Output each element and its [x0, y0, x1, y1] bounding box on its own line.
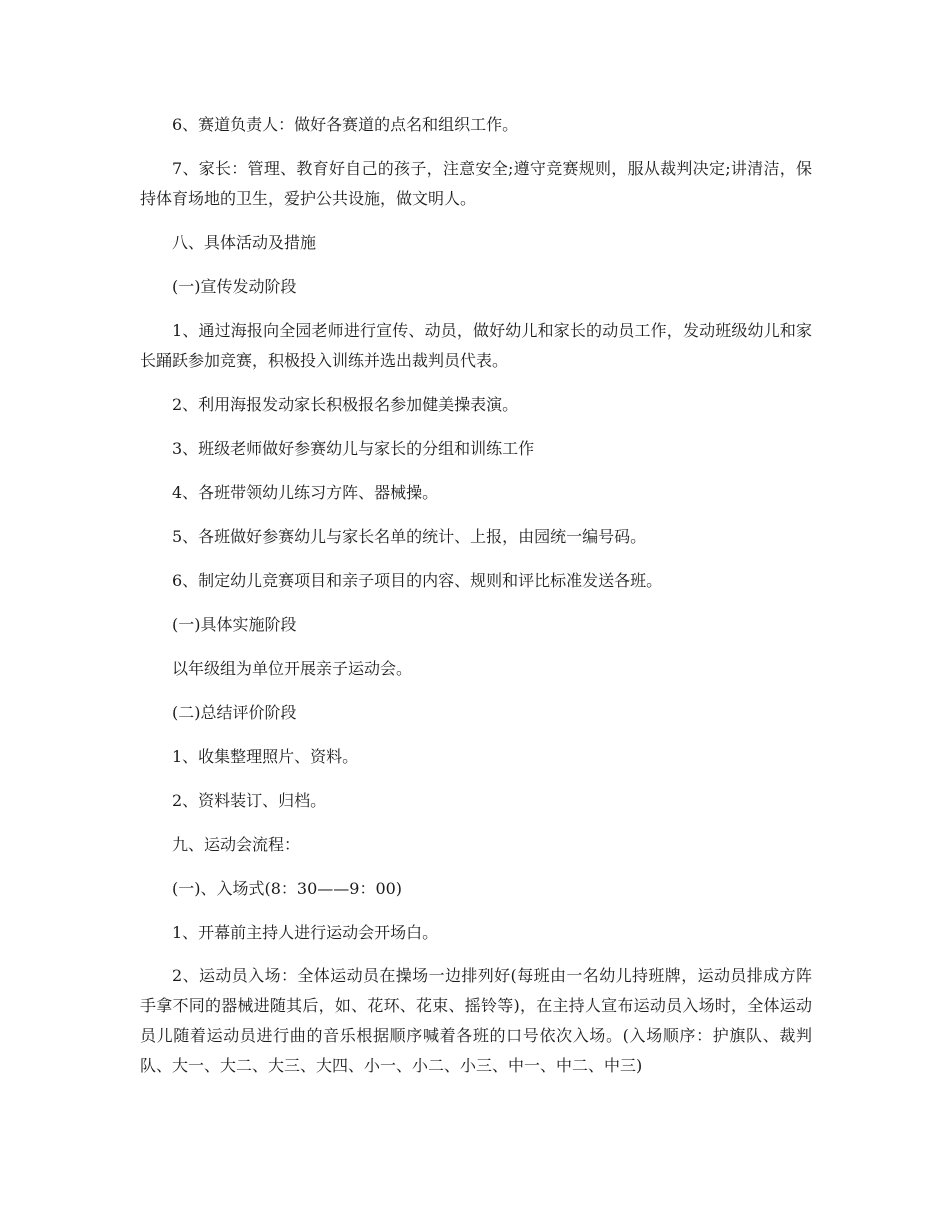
paragraph-opening-remarks: 1、开幕前主持人进行运动会开场白。	[172, 923, 439, 942]
paragraph-collect-photos: 1、收集整理照片、资料。	[172, 747, 359, 766]
paragraph-rules-standards: 6、制定幼儿竞赛项目和亲子项目的内容、规则和评比标准发送各班。	[172, 571, 663, 590]
paragraph-aerobics-signup: 2、利用海报发动家长积极报名参加健美操表演。	[172, 395, 519, 414]
subheading-entrance-ceremony: (一)、入场式(8：30——9：00)	[172, 879, 403, 898]
paragraph-athletes-entrance: 2、运动员入场：全体运动员在操场一边排列好(每班由一名幼儿持班牌，运动员排成方阵手拿不同的器械进随其后，如、花环、花束、摇铃等)，在主持人宣布运动员入场时，全体运动员儿随着运动员进行曲的音乐根据顺序喊着各班的口号依次入场。(入场顺序：护旗队、裁判队、大一、大二、大三、大四、小一、小二、小三、中一、中二、中三)	[140, 966, 812, 1075]
section-heading-9: 九、运动会流程：	[172, 835, 301, 854]
paragraph-formation-practice: 4、各班带领幼儿练习方阵、器械操。	[172, 483, 439, 502]
paragraph-grade-group: 以年级组为单位开展亲子运动会。	[172, 659, 413, 678]
paragraph-name-list: 5、各班做好参赛幼儿与家长名单的统计、上报，由园统一编号码。	[172, 527, 647, 546]
subheading-implementation-stage: (一)具体实施阶段	[172, 615, 297, 634]
document-page	[140, 110, 812, 1081]
paragraph-track-leader: 6、赛道负责人：做好各赛道的点名和组织工作。	[172, 115, 519, 134]
subheading-publicity-stage: (一)宣传发动阶段	[172, 277, 297, 296]
paragraph-grouping-training: 3、班级老师做好参赛幼儿与家长的分组和训练工作	[172, 439, 535, 458]
paragraph-parents: 7、家长：管理、教育好自己的孩子，注意安全;遵守竞赛规则，服从裁判决定;讲清洁，保持体育场地的卫生，爱护公共设施，做文明人。	[140, 159, 812, 208]
paragraph-archive: 2、资料装订、归档。	[172, 791, 327, 810]
paragraph-poster-mobilize: 1、通过海报向全园老师进行宣传、动员，做好幼儿和家长的动员工作，发动班级幼儿和家长踊跃参加竞赛，积极投入训练并选出裁判员代表。	[140, 321, 812, 370]
section-heading-8: 八、具体活动及措施	[172, 233, 317, 252]
subheading-summary-stage: (二)总结评价阶段	[172, 703, 297, 722]
